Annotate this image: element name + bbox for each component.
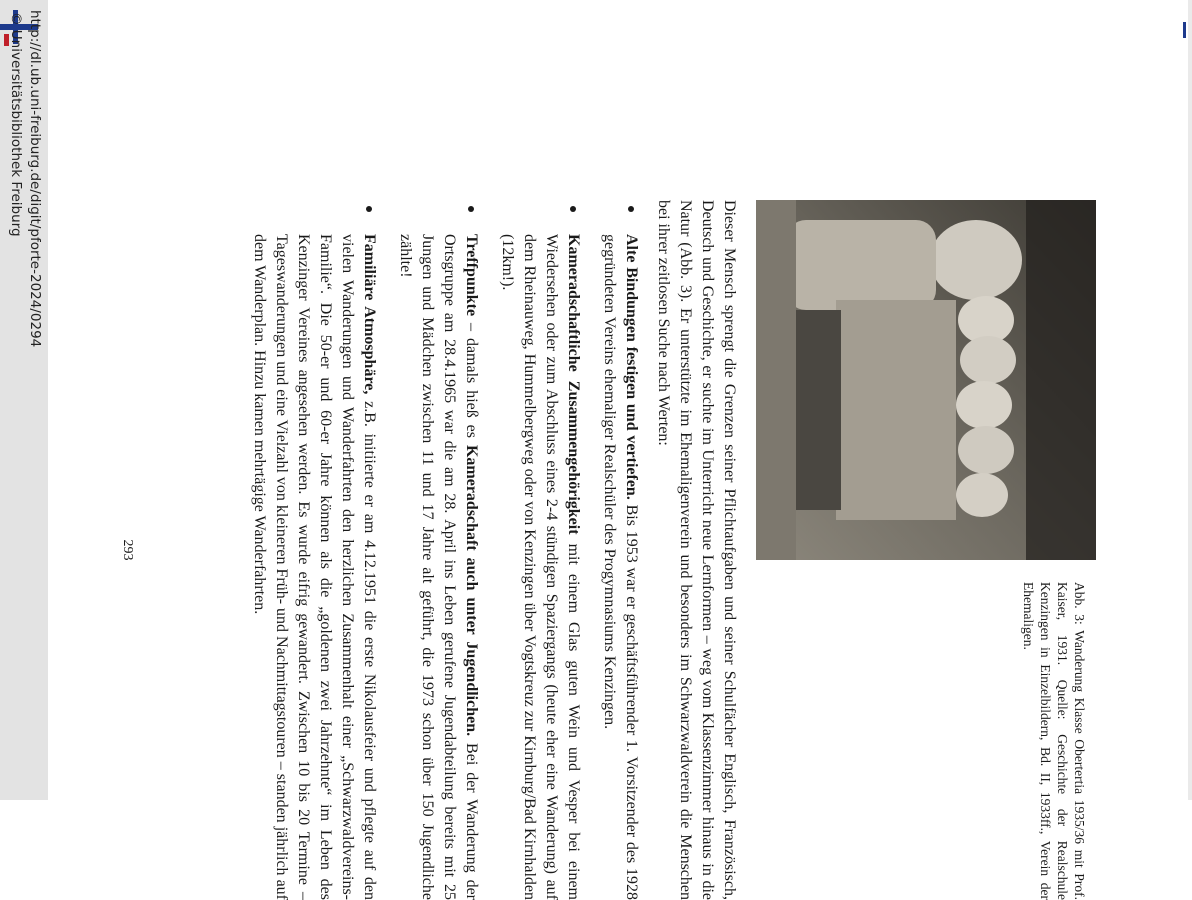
viewer-right-edge	[1188, 0, 1192, 800]
viewer-sidebar	[0, 0, 48, 800]
copyright-note: © Universitätsbibliothek Freiburg	[8, 12, 24, 237]
page-number: 293	[120, 539, 135, 561]
document-page	[96, 200, 1096, 900]
group-photo	[756, 200, 1096, 560]
source-info	[4, 10, 44, 790]
figure-caption: Abb. 3: Wanderung Klasse Obertertia 1935/36 mit Prof. Kaiser, 1931. Quelle: Geschichte der Realschule Kenzingen in Einzelbildern, Bd. II, 1933ff., Verein der Ehemaligen.	[1021, 582, 1087, 900]
list-item: Kameradschaftliche Zusammengehörigkeit mit einem Glas guten Wein und Vesper bei einem Wiedersehen oder zum Abschluss eines 2-4 stündigen Spaziergangs (heute eher eine Wanderung) auf dem Rheinauweg, Hummelbergweg oder von Kenzingen über Vogtskreuz zur Kirnburg/Bad Kirnhalden (12km!).	[496, 200, 584, 900]
intro-paragraph: Dieser Mensch sprengt die Grenzen seiner Pflichtaufgaben und seiner Schulfächer Englisch, Französisch, Deutsch und Geschichte, er suchte im Unterricht neue Lernformen – weg vom Klassenzimmer hinaus in die Natur (Abb. 3). Er unterstützte im Ehemaligenverein und besonders im Schwarzwaldverein die Menschen bei ihrer zeitlosen Suche nach Werten:	[655, 200, 738, 900]
right-marker	[1183, 22, 1186, 38]
list-item: Alte Bindungen festigen und vertiefen. Bis 1953 war er geschäftsführender 1. Vorsitzender des 1928 gegründeten Vereins ehemaliger Realschüler des Progymnasiums Kenzingen.	[598, 200, 642, 900]
list-item: Familiäre Atmosphäre, z.B. initiierte er am 4.12.1951 die erste Nikolausfeier und pflegte auf den vielen Wanderungen und Wanderfahrten den herzlichen Zusammenhalt einer „Schwarzwaldvereins-Familie“. Die 50-er und 60-er Jahre können als die „goldenen zwei Jahrzehnte“ im Leben des Kenzinger Vereines angesehen werden. Es wurde eifrig gewandert. Zwischen 10 bis 20 Termine – Tageswanderungen und eine Vielzahl von kleineren Früh- und Nachmittagstouren – standen jährlich auf dem Wanderplan. Hinzu kamen mehrtägige Wanderfahrten.	[248, 200, 380, 900]
article-body	[234, 200, 740, 900]
figure	[746, 200, 1096, 900]
list-item: Treffpunkte – damals hieß es Kameradschaft auch unter Jugendlichen. Bei der Wanderung der Ortsgruppe am 28.4.1965 war die am 28. April ins Leben gerufene Jugendabteilung bereits mit 25 Jungen und Mädchen zwischen 11 und 17 Jahre alt geführt, die 1973 schon über 150 Jugendliche zählte!	[394, 200, 482, 900]
source-url[interactable]: http://dl.ub.uni-freiburg.de/digit/pforte-2024/0294	[27, 10, 43, 348]
values-list	[248, 200, 642, 900]
